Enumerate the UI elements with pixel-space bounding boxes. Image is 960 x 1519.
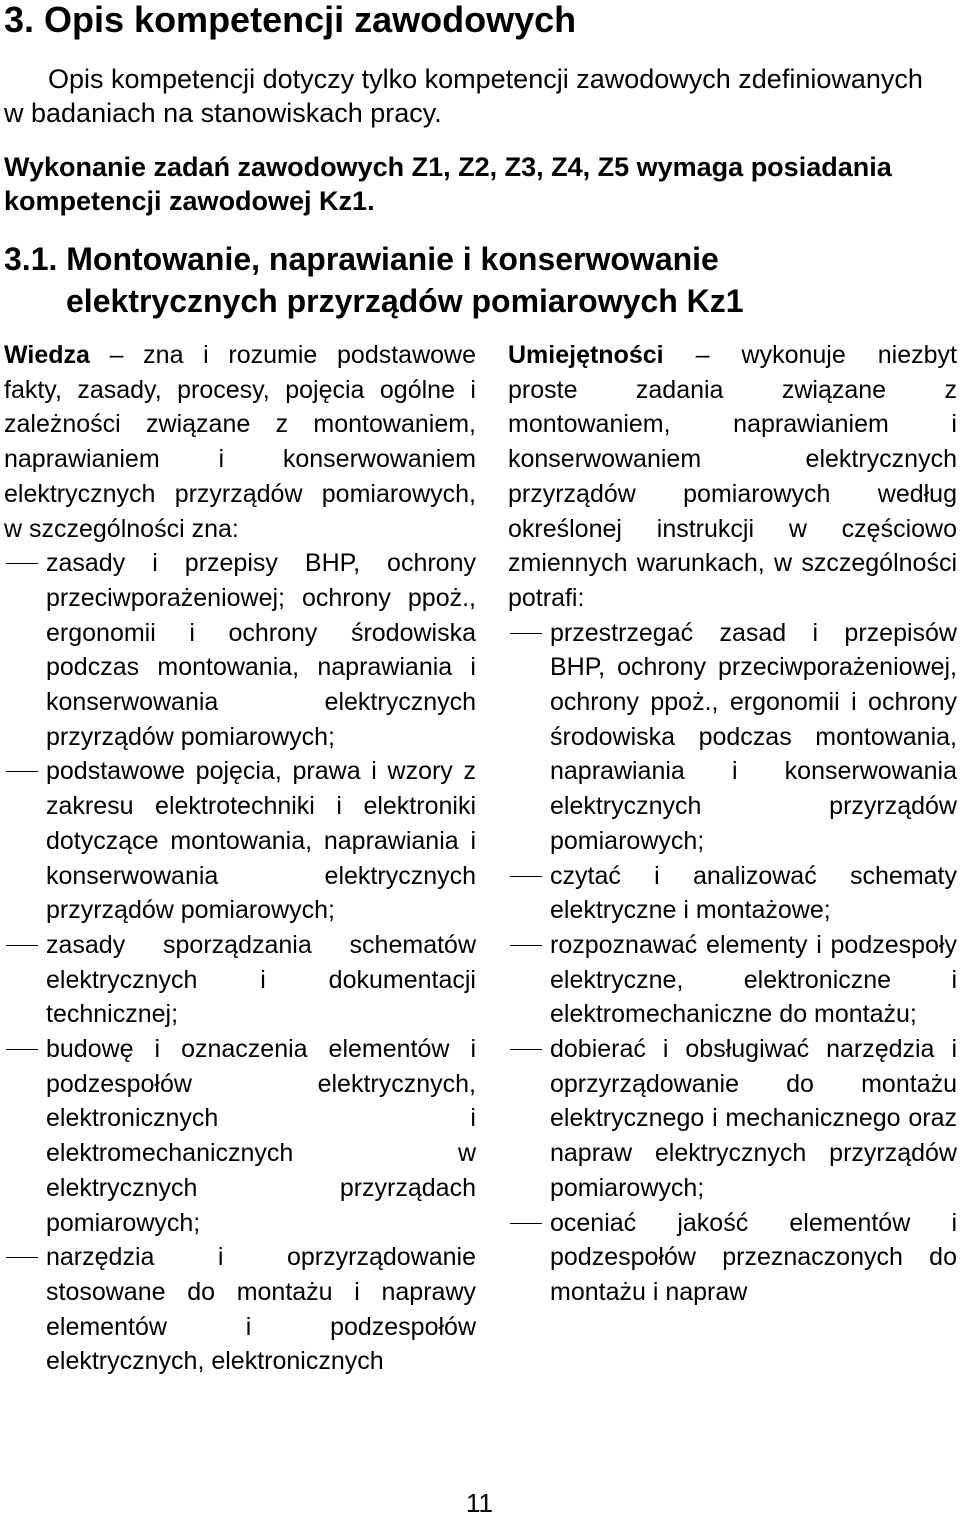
list-item: dobierać i obsługiwać narzędzia i oprzyrządowanie do montażu elektrycznego i mechanicznego oraz napraw elektrycznych przyrządów pomiarowych; (508, 1032, 957, 1206)
page-number: 11 (466, 1488, 493, 1518)
knowledge-intro (4, 338, 476, 546)
list-item: zasady sporządzania schematów elektrycznych i dokumentacji technicznej; (4, 928, 476, 1032)
skills-intro (508, 338, 957, 616)
list-item: budowę i oznaczenia elementów i podzespołów elektrycznych, elektronicznych i elektromechanicznych w elektrycznych przyrządach pomiarowych; (4, 1032, 476, 1240)
skills-column (508, 338, 957, 1310)
knowledge-list (4, 546, 476, 1379)
list-item: czytać i analizować schematy elektryczne i montażowe; (508, 859, 957, 928)
skills-label: Umiejętności (508, 341, 664, 369)
skills-intro-text: – wykonuje niezbyt proste zadania związane z montowaniem, naprawianiem i konserwowaniem elektrycznych przyrządów pomiarowych według określonej instrukcji w częściowo zmiennych warunkach, w szczególności potrafi: (508, 341, 957, 612)
requirement-paragraph: Wykonanie zadań zawodowych Z1, Z2, Z3, Z4, Z5 wymaga posiadania kompetencji zawodowej Kz1. (4, 152, 892, 216)
chapter-title: 3. Opis kompetencji zawodowych (4, 0, 577, 40)
section-heading (4, 238, 948, 322)
knowledge-label: Wiedza (4, 341, 90, 369)
knowledge-intro-text: – zna i rozumie podstawowe fakty, zasady, procesy, pojęcia ogólne i zależności związane z montowaniem, naprawianiem i konserwowaniem elektrycznych przyrządów pomiarowych, w szczególności zna: (4, 341, 476, 543)
list-item: rozpoznawać elementy i podzespoły elektryczne, elektroniczne i elektromechaniczne do montażu; (508, 928, 957, 1032)
section-heading-line2: elektrycznych przyrządów pomiarowych Kz1 (66, 283, 744, 319)
list-item: narzędzia i oprzyrządowanie stosowane do montażu i naprawy elementów i podzespołów elektrycznych, elektronicznych (4, 1240, 476, 1379)
list-item: oceniać jakość elementów i podzespołów przeznaczonych do montażu i napraw (508, 1206, 957, 1310)
knowledge-column (4, 338, 476, 1379)
skills-list (508, 616, 957, 1310)
list-item: przestrzegać zasad i przepisów BHP, ochrony przeciwporażeniowej, ochrony ppoż., ergonomii i ochrony środowiska podczas montowania, naprawiania i konserwowania elektrycznych przyrządów pomiarowych; (508, 616, 957, 859)
intro-paragraph: Opis kompetencji dotyczy tylko kompetencji zawodowych zdefiniowanych w badaniach na stanowiskach pracy. (4, 64, 923, 128)
section-heading-line1: 3.1. Montowanie, naprawianie i konserwowanie (4, 241, 719, 277)
list-item: podstawowe pojęcia, prawa i wzory z zakresu elektrotechniki i elektroniki dotyczące montowania, naprawiania i konserwowania elektrycznych przyrządów pomiarowych; (4, 754, 476, 928)
list-item: zasady i przepisy BHP, ochrony przeciwporażeniowej; ochrony ppoż., ergonomii i ochrony środowiska podczas montowania, naprawiania i konserwowania elektrycznych przyrządów pomiarowych; (4, 546, 476, 754)
